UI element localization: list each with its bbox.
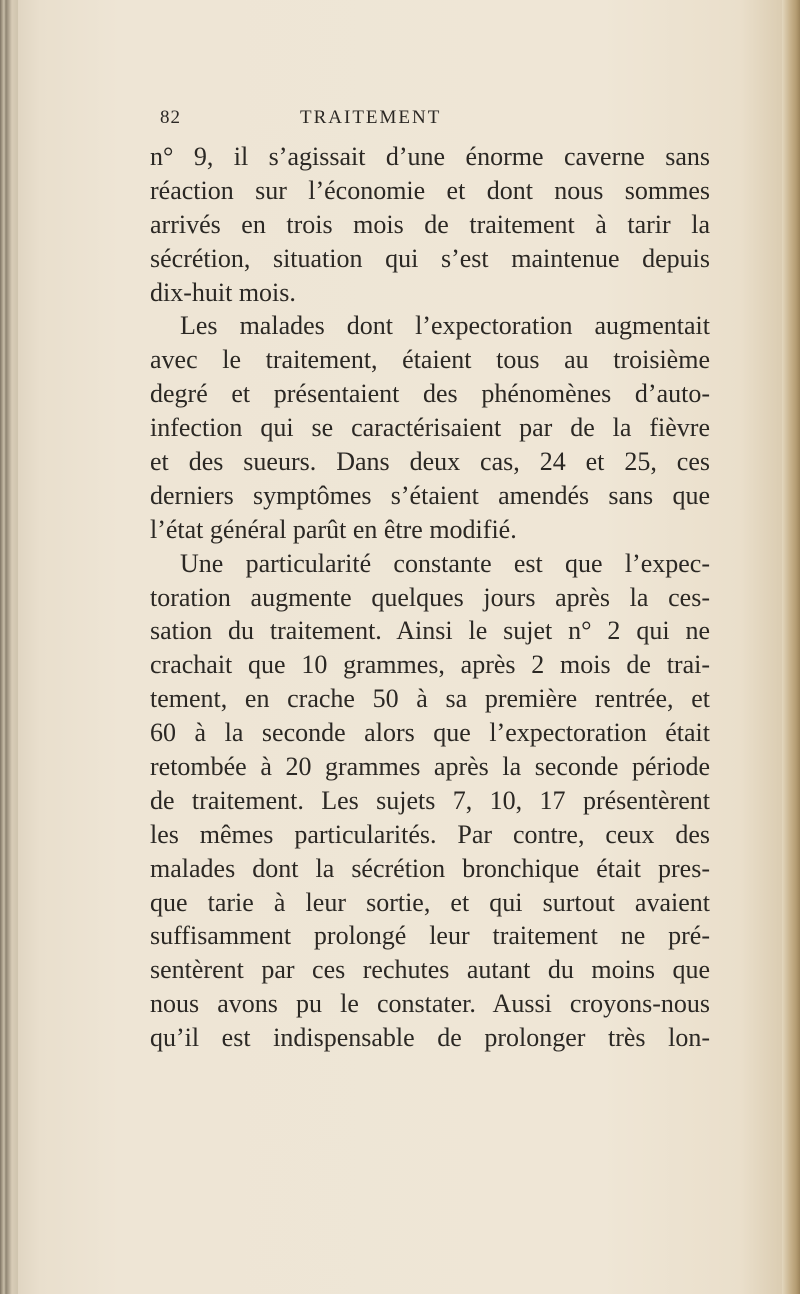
text-line: tement, en crache 50 à sa première rentrée, et	[150, 684, 710, 714]
text-line: toration augmente quelques jours après la ces-	[150, 582, 710, 612]
page-binding-edge	[0, 0, 18, 1294]
text-line: arrivés en trois mois de traitement à tarir la	[150, 209, 710, 239]
text-line: infection qui se caractérisaient par de la fièvre	[150, 413, 710, 443]
text-line: malades dont la sécrétion bronchique était pres-	[150, 853, 710, 883]
text-line: sentèrent par ces rechutes autant du moins que	[150, 955, 710, 985]
text-line: sécrétion, situation qui s’est maintenue depuis	[150, 243, 710, 273]
text-line: qu’il est indispensable de prolonger très lon-	[150, 1023, 710, 1053]
text-line: 60 à la seconde alors que l’expectoration était	[150, 718, 710, 748]
text-line: Une particularité constante est que l’expec-	[180, 548, 710, 578]
running-header	[160, 107, 580, 135]
body-text	[150, 140, 710, 1055]
text-line: que tarie à leur sortie, et qui surtout avaient	[150, 887, 710, 917]
text-line: de traitement. Les sujets 7, 10, 17 présentèrent	[150, 785, 710, 815]
text-line: dix-huit mois.	[150, 277, 296, 307]
text-line: l’état général parût en être modifié.	[150, 514, 517, 544]
chapter-title: TRAITEMENT	[300, 107, 442, 128]
text-line: réaction sur l’économie et dont nous sommes	[150, 175, 710, 205]
text-line: avec le traitement, étaient tous au troisième	[150, 345, 710, 375]
text-line: suffisamment prolongé leur traitement ne pré-	[150, 921, 710, 951]
page-outer-edge	[782, 0, 800, 1294]
text-line: et des sueurs. Dans deux cas, 24 et 25, ces	[150, 447, 710, 477]
text-line: les mêmes particularités. Par contre, ceux des	[150, 819, 710, 849]
text-line: Les malades dont l’expectoration augmentait	[180, 311, 710, 341]
text-line: n° 9, il s’agissait d’une énorme caverne sans	[150, 142, 710, 171]
text-line: sation du traitement. Ainsi le sujet n° 2 qui ne	[150, 616, 710, 646]
text-line: nous avons pu le constater. Aussi croyons-nous	[150, 989, 710, 1019]
page-number: 82	[160, 107, 181, 128]
text-line: derniers symptômes s’étaient amendés sans que	[150, 480, 710, 510]
text-line: degré et présentaient des phénomènes d’auto-	[150, 379, 710, 409]
text-line: crachait que 10 grammes, après 2 mois de trai-	[150, 650, 710, 680]
text-line: retombée à 20 grammes après la seconde période	[150, 752, 710, 782]
